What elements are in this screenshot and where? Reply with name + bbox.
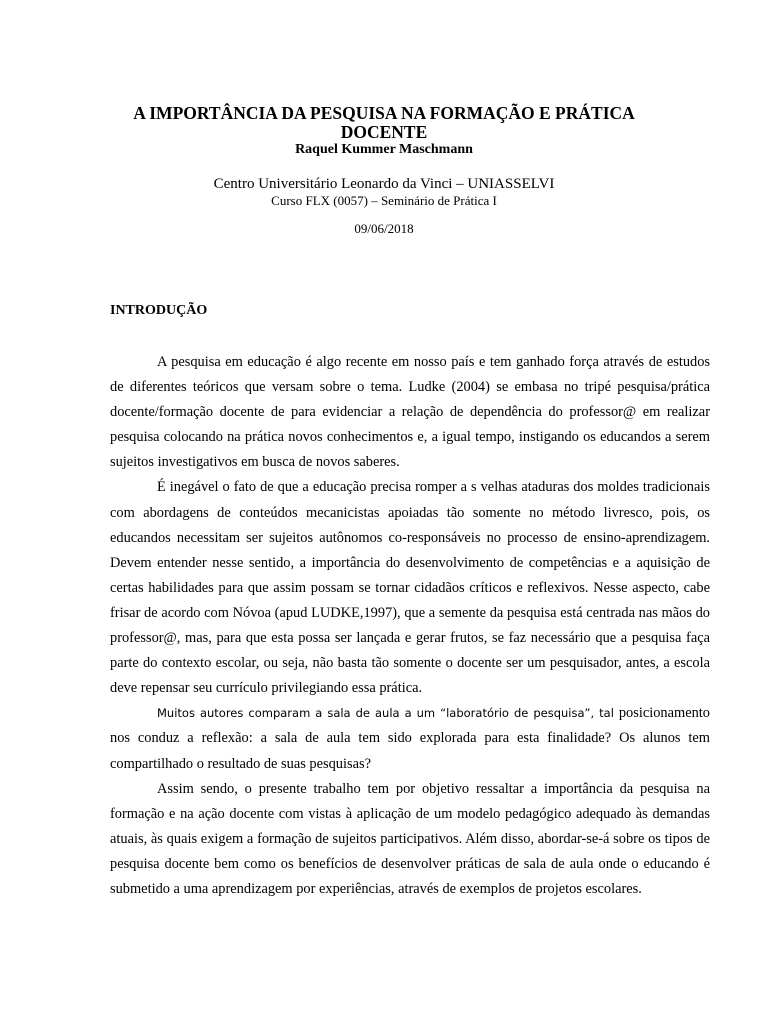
course-line: Curso FLX (0057) – Seminário de Prática I xyxy=(271,193,497,208)
paragraph-3 xyxy=(110,701,710,776)
document-date: 09/06/2018 xyxy=(354,221,414,236)
paragraph-3-rest: posicionamento nos conduz a reflexão: a sala de aula tem sido explorada para esta finalidade? Os alunos tem compartilhado o resultado de suas pesquisas? xyxy=(110,705,710,772)
section-body xyxy=(110,350,710,902)
paragraph-4: Assim sendo, o presente trabalho tem por objetivo ressaltar a importância da pesquisa na formação e na ação docente com vistas à aplicação de um modelo pedagógico adequado às demandas atuais, às quais exigem a formação de sujeitos participativos. Além disso, abordar-se-á sobre os tipos de pesquisa docente bem como os benefícios de desenvolver práticas de sala de aula onde o educando é submetido a uma aprendizagem por experiências, através de exemplos de projetos escolares. xyxy=(110,780,710,897)
paragraph-2: É inegável o fato de que a educação precisa romper a s velhas ataduras dos moldes tradicionais com abordagens de conteúdos mecanicistas apoiadas tão somente no método livresco, pois, os educandos necessitam ser sujeitos autônomos co-responsáveis no processo de ensino-aprendizagem. Devem entender nesse sentido, a importância do desenvolvimento de competências e a aquisição de certas habilidades para que assim possam se tornar cidadãos críticos e reflexivos. Nesse aspecto, cabe frisar de acordo com Nóvoa (apud LUDKE,1997), que a semente da pesquisa está centrada nas mãos do professor@, mas, para que esta possa ser lançada e gerar frutos, se faz necessário que a pesquisa faça parte do contexto escolar, ou seja, não basta tão somente o docente ser um pesquisador, antes, a escola deve repensar seu currículo privilegiando essa prática. xyxy=(110,479,710,697)
document-title: A IMPORTÂNCIA DA PESQUISA NA FORMAÇÃO E PRÁTICA DOCENTE xyxy=(133,103,635,142)
author-name: Raquel Kummer Maschmann xyxy=(295,142,473,157)
quote-lead: Muitos autores comparam a sala de aula a um “laboratório de pesquisa”, tal xyxy=(157,706,614,721)
section-heading: INTRODUÇÃO xyxy=(110,303,208,318)
paragraph-1: A pesquisa em educação é algo recente em nosso país e tem ganhado força através de estudos de diferentes teóricos que versam sobre o tema. Ludke (2004) se embasa no tripé pesquisa/prática docente/formação docente de para evidenciar a relação de dependência do professor@ em realizar pesquisa colocando na prática novos conhecimentos e, a igual tempo, instigando os educandos a serem sujeitos investigativos em busca de novos saberes. xyxy=(110,354,710,471)
institution-line: Centro Universitário Leonardo da Vinci – UNIASSELVI xyxy=(213,176,555,192)
